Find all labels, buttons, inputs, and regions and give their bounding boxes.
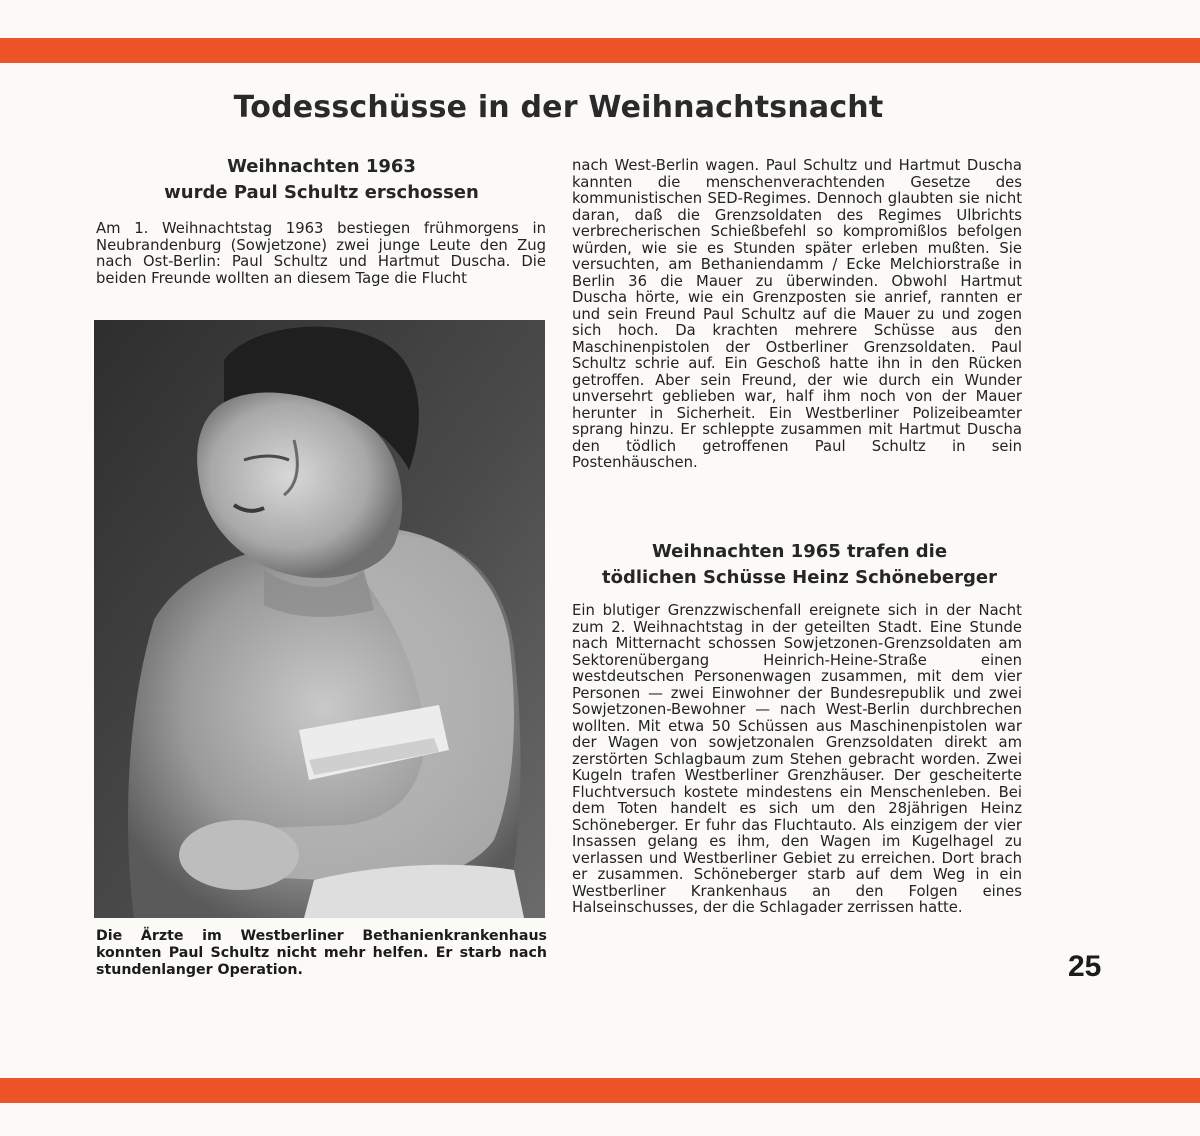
section2-heading: [572, 539, 1027, 591]
section1-continuation-text: nach West-Berlin wagen. Paul Schultz und Hartmut Duscha kannten die menschenverachtenden Gesetze des kommunistischen SED-Regimes. Dennoch glaubten sie nicht daran, daß die Grenzsoldaten des Regimes Ulbrichts verbrecherischen Schießbefehl so kompromißlos befolgen würden, wie sie es Stunden später erleben mußten. Sie versuchten, am Bethaniendamm / Ecke Melchiorstraße in Berlin 36 die Mauer zu überwinden. Obwohl Hartmut Duscha hörte, wie ein Grenzposten sie anrief, rannten er und sein Freund Paul Schultz auf die Mauer zu und zogen sich hoch. Da krachten mehrere Schüsse aus den Maschinenpistolen der Ostberliner Grenzsoldaten. Paul Schultz schrie auf. Ein Geschoß hatte ihn in den Rücken getroffen. Aber sein Freund, der wie durch ein Wunder unversehrt geblieben war, half ihm noch von der Mauer herunter in Sicherheit. Ein Westberliner Polizeibeamter sprang hinzu. Er schleppte zusammen mit Hartmut Duscha den tödlich getroffenen Paul Schultz in sein Postenhäuschen.: [572, 157, 1022, 471]
section1-heading-line2: wurde Paul Schultz erschossen: [164, 182, 479, 203]
section2-body-text: Ein blutiger Grenzzwischenfall ereignete sich in der Nacht zum 2. Weihnachtstag in der geteilten Stadt. Eine Stunde nach Mitternacht schossen Sowjetzonen-Grenzsoldaten am Sektorenübergang Heinrich-Heine-Straße einen westdeutschen Personenwagen zusammen, mit dem vier Personen — zwei Einwohner der Bundesrepublik und zwei Sowjetzonen-Bewohner — nach West-Berlin durchbrechen wollten. Mit etwa 50 Schüssen aus Maschinenpistolen war der Wagen von sowjetzonalen Grenzsoldaten direkt am zerstörten Schlagbaum zum Stehen gebracht worden. Zwei Kugeln trafen Westberliner Grenzhäuser. Der gescheiterte Fluchtversuch kostete mindestens ein Menschenleben. Bei dem Toten handelt es sich um den 28jährigen Heinz Schöneberger. Er fuhr das Fluchtauto. Als einzigem der vier Insassen gelang es ihm, den Wagen im Kugelhagel zu verlassen und Westberliner Gebiet zu erreichen. Dort brach er zusammen. Schöneberger starb auf dem Weg in ein Westberliner Krankenhaus an den Folgen eines Halseinschusses, der die Schlagader zerrissen hatte.: [572, 602, 1022, 916]
section1-heading-line1: Weihnachten 1963: [227, 156, 416, 177]
section2-heading-line1: Weihnachten 1965 trafen die: [651, 541, 948, 562]
section1-intro-text: Am 1. Weihnachtstag 1963 bestiegen frühmorgens in Neubrandenburg (Sowjetzone) zwei junge Leute den Zug nach Ost-Berlin: Paul Schultz und Hartmut Duscha. Die beiden Freunde wollten an diesem Tage die Flucht: [96, 220, 546, 287]
section2-heading-line2: tödlichen Schüsse Heinz Schöneberger: [602, 567, 997, 588]
top-orange-stripe: [0, 38, 1200, 63]
page-number: 25: [1068, 950, 1102, 983]
photo-paul-schultz: [94, 320, 545, 918]
section1-heading: [96, 154, 547, 206]
page-title: Todesschüsse in der Weihnachtsnacht: [233, 90, 884, 125]
photo-caption: Die Ärzte im Westberliner Bethanienkrankenhaus konnten Paul Schultz nicht mehr helfen. Er starb nach stundenlanger Operation.: [96, 928, 547, 978]
photo-image: [94, 320, 545, 918]
bottom-orange-stripe: [0, 1078, 1200, 1103]
